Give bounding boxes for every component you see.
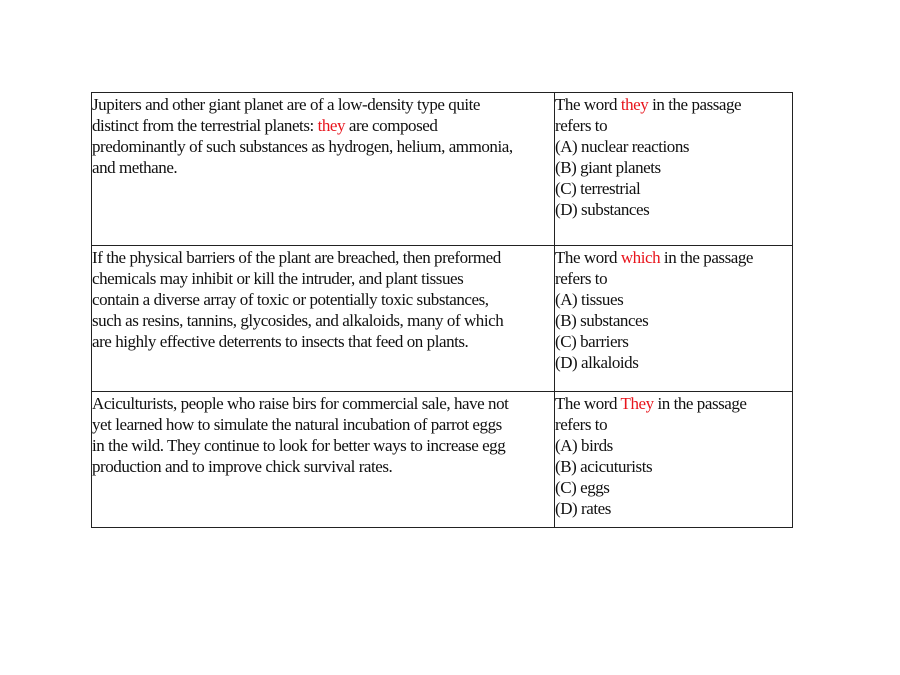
question-suffix: in the passage: [660, 248, 753, 267]
question-cell: [555, 246, 793, 392]
passage-line: [92, 136, 554, 157]
question-stem-line2: refers to: [555, 116, 608, 135]
question-row: [92, 93, 793, 246]
answer-option: (C) terrestrial: [555, 179, 641, 198]
question-row: [92, 392, 793, 528]
answer-option: (A) nuclear reactions: [555, 137, 690, 156]
answer-option: (A) birds: [555, 436, 613, 455]
question-stem-line2: refers to: [555, 269, 608, 288]
passage-cell: [92, 246, 555, 392]
passage-cell: [92, 392, 555, 528]
passage-line: [92, 289, 554, 310]
reference-questions-table: [91, 92, 793, 528]
answer-option: (D) rates: [555, 499, 611, 518]
passage-line: [92, 393, 554, 414]
answer-option: (D) alkaloids: [555, 353, 639, 372]
answer-option: (D) substances: [555, 200, 650, 219]
answer-option: (C) barriers: [555, 332, 629, 351]
passage-text: If the physical barriers of the plant are breached, then preformed: [92, 248, 501, 267]
question-prefix: The word: [555, 95, 621, 114]
question-suffix: in the passage: [653, 394, 747, 413]
passage-line: [92, 115, 554, 136]
passage-line: [92, 414, 554, 435]
passage-text: are composed: [345, 116, 438, 135]
passage-text: Jupiters and other giant planet are of a low-density type quite: [92, 95, 481, 114]
passage-line: [92, 157, 554, 178]
question-row: [92, 246, 793, 392]
passage-text: contain a diverse array of toxic or potentially toxic substances,: [92, 290, 489, 309]
passage-text: chemicals may inhibit or kill the intruder, and plant tissues: [92, 269, 464, 288]
passage-text: and methane.: [92, 158, 178, 177]
passage-text: such as resins, tannins, glycosides, and alkaloids, many of which: [92, 311, 504, 330]
passage-line: [92, 435, 554, 456]
passage-line: [92, 331, 554, 352]
passage-line: [92, 456, 554, 477]
question-cell: [555, 93, 793, 246]
passage-text: predominantly of such substances as hydrogen, helium, ammonia,: [92, 137, 513, 156]
question-stem: [555, 393, 792, 414]
passage-text: distinct from the terrestrial planets:: [92, 116, 318, 135]
answer-option: (C) eggs: [555, 478, 610, 497]
highlighted-word: which: [620, 248, 661, 267]
passage-text: are highly effective deterrents to insects that feed on plants.: [92, 332, 469, 351]
passage-line: [92, 310, 554, 331]
passage-text: Aciculturists, people who raise birs for commercial sale, have not: [92, 394, 509, 413]
question-prefix: The word: [555, 248, 621, 267]
passage-text: production and to improve chick survival rates.: [92, 457, 393, 476]
answer-option: (B) giant planets: [555, 158, 661, 177]
question-stem: [555, 247, 792, 268]
passage-cell: [92, 93, 555, 246]
passage-line: [92, 247, 554, 268]
question-cell: [555, 392, 793, 528]
answer-option: (B) acicuturists: [555, 457, 653, 476]
question-suffix: in the passage: [648, 95, 742, 114]
passage-text: in the wild. They continue to look for better ways to increase egg: [92, 436, 506, 455]
highlighted-word: they: [620, 95, 649, 114]
passage-text: yet learned how to simulate the natural incubation of parrot eggs: [92, 415, 502, 434]
highlighted-word: they: [317, 116, 346, 135]
question-prefix: The word: [555, 394, 621, 413]
passage-line: [92, 268, 554, 289]
answer-option: (A) tissues: [555, 290, 624, 309]
question-stem-line2: refers to: [555, 415, 608, 434]
highlighted-word: They: [620, 394, 654, 413]
passage-line: [92, 94, 554, 115]
answer-option: (B) substances: [555, 311, 649, 330]
question-stem: [555, 94, 792, 115]
